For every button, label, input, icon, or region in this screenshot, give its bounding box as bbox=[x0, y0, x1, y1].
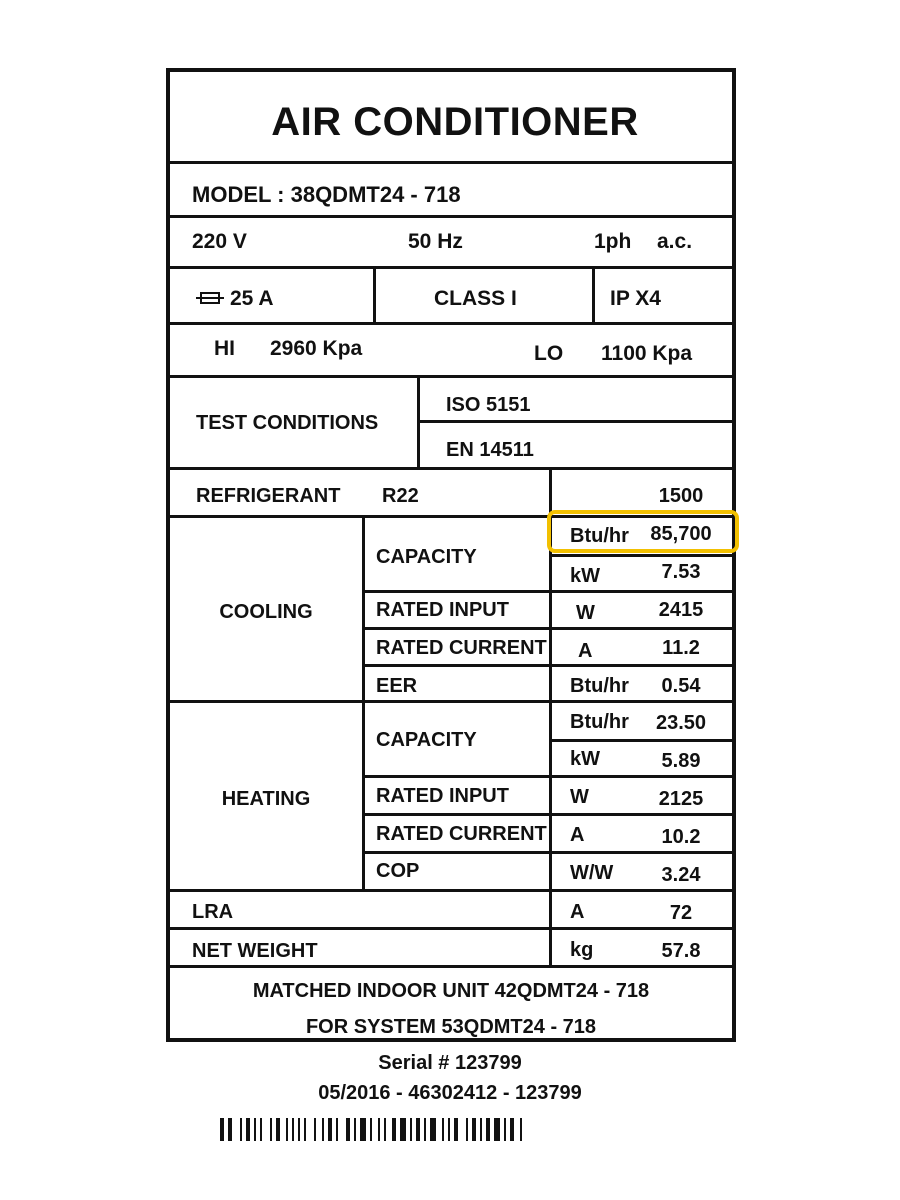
lra-unit: A bbox=[570, 901, 585, 923]
heating-capacity-unit-kw: kW bbox=[570, 748, 600, 770]
cooling-rated-current: 11.2 bbox=[662, 637, 700, 659]
heating-capacity-btu: 23.50 bbox=[655, 712, 707, 734]
barcode-bar bbox=[346, 1118, 350, 1141]
matched-indoor-unit: MATCHED INDOOR UNIT 42QDMT24 - 718 bbox=[252, 980, 650, 1002]
barcode-bar bbox=[378, 1118, 380, 1141]
barcode-bar bbox=[410, 1118, 412, 1141]
heating-rated-input: 2125 bbox=[658, 788, 704, 810]
barcode-bar bbox=[494, 1118, 500, 1141]
for-system: FOR SYSTEM 53QDMT24 - 718 bbox=[305, 1016, 597, 1038]
barcode-bar bbox=[246, 1118, 250, 1141]
lo-label: LO bbox=[534, 342, 564, 365]
barcode-bar bbox=[304, 1118, 306, 1141]
rating-label bbox=[166, 68, 736, 1042]
protection-class: CLASS I bbox=[434, 287, 517, 310]
hi-pressure: 2960 Kpa bbox=[270, 337, 363, 360]
net-weight-label: NET WEIGHT bbox=[192, 940, 318, 962]
lra-value: 72 bbox=[669, 902, 693, 924]
barcode-bar bbox=[260, 1118, 262, 1141]
barcode-bar bbox=[360, 1118, 366, 1141]
heating-rated-current-label: RATED CURRENT bbox=[376, 823, 547, 845]
barcode-bar bbox=[504, 1118, 506, 1141]
barcode-bar bbox=[454, 1118, 458, 1141]
barcode-bar bbox=[370, 1118, 372, 1141]
cooling-capacity-kw: 7.53 bbox=[661, 561, 701, 583]
cooling-eer-unit: Btu/hr bbox=[570, 675, 629, 697]
refrigerant-type: R22 bbox=[382, 485, 419, 507]
barcode-bar bbox=[298, 1118, 300, 1141]
heating-cop-label: COP bbox=[376, 860, 420, 882]
lra-label: LRA bbox=[192, 901, 234, 923]
barcode-bar bbox=[254, 1118, 256, 1141]
barcode-bar bbox=[430, 1118, 436, 1141]
cooling-rated-current-unit: A bbox=[578, 640, 593, 662]
heating-cop-unit: W/W bbox=[570, 862, 614, 884]
barcode-bar bbox=[400, 1118, 406, 1141]
barcode-bar bbox=[276, 1118, 280, 1141]
barcode-bar bbox=[448, 1118, 450, 1141]
refrigerant-charge: 1500 bbox=[658, 485, 704, 507]
net-weight-value: 57.8 bbox=[661, 940, 701, 962]
production-code: 05/2016 - 46302412 - 123799 bbox=[318, 1082, 582, 1104]
barcode-bar bbox=[328, 1118, 332, 1141]
cooling-eer-label: EER bbox=[376, 675, 418, 697]
heating-rated-input-unit: W bbox=[570, 786, 589, 808]
current-type: a.c. bbox=[657, 230, 693, 253]
refrigerant-label: REFRIGERANT bbox=[196, 485, 341, 507]
cooling-rated-current-label: RATED CURRENT bbox=[376, 637, 547, 659]
cooling-capacity-btu: 85,700 bbox=[650, 523, 712, 545]
net-weight-unit: kg bbox=[570, 939, 594, 961]
fuse-rating bbox=[196, 287, 274, 311]
barcode-bar bbox=[270, 1118, 272, 1141]
barcode-bar bbox=[322, 1118, 324, 1141]
barcode-bar bbox=[314, 1118, 316, 1141]
heating-label: HEATING bbox=[221, 788, 311, 810]
serial-number: Serial # 123799 bbox=[378, 1052, 522, 1074]
lo-pressure: 1100 Kpa bbox=[601, 342, 693, 365]
heating-cop: 3.24 bbox=[661, 864, 701, 886]
barcode-bar bbox=[442, 1118, 444, 1141]
cooling-capacity-unit-kw: kW bbox=[570, 565, 600, 587]
barcode-bar bbox=[480, 1118, 482, 1141]
barcode-bar bbox=[472, 1118, 476, 1141]
cooling-capacity-unit-btu: Btu/hr bbox=[570, 525, 629, 547]
fuse-value: 25 A bbox=[230, 287, 274, 310]
frequency: 50 Hz bbox=[408, 230, 463, 253]
barcode-bar bbox=[220, 1118, 224, 1141]
heating-rated-current-unit: A bbox=[570, 824, 585, 846]
cooling-rated-input: 2415 bbox=[658, 599, 704, 621]
heating-capacity-label: CAPACITY bbox=[376, 729, 477, 751]
cooling-rated-input-unit: W bbox=[576, 602, 595, 624]
barcode-image bbox=[220, 1118, 698, 1141]
heating-rated-current: 10.2 bbox=[661, 826, 701, 848]
barcode-bar bbox=[424, 1118, 426, 1141]
heating-rated-input-label: RATED INPUT bbox=[376, 785, 509, 807]
barcode-bar bbox=[240, 1118, 242, 1141]
cooling-label: COOLING bbox=[219, 601, 313, 623]
cooling-capacity-label: CAPACITY bbox=[376, 546, 477, 568]
label-title: AIR CONDITIONER bbox=[271, 100, 639, 144]
test-conditions-label: TEST CONDITIONS bbox=[196, 412, 379, 434]
barcode-bar bbox=[228, 1118, 232, 1141]
capacity-highlight-box bbox=[547, 510, 739, 553]
cooling-eer: 0.54 bbox=[661, 675, 701, 697]
barcode-bar bbox=[520, 1118, 522, 1141]
barcode-bar bbox=[510, 1118, 514, 1141]
test-standard-en: EN 14511 bbox=[446, 439, 534, 461]
barcode-bar bbox=[292, 1118, 294, 1141]
heating-capacity-kw: 5.89 bbox=[661, 750, 701, 772]
barcode-bar bbox=[392, 1118, 396, 1141]
phase: 1ph bbox=[594, 230, 632, 253]
barcode-bar bbox=[336, 1118, 338, 1141]
test-standard-iso: ISO 5151 bbox=[446, 394, 531, 416]
barcode-bar bbox=[416, 1118, 420, 1141]
model-number: MODEL : 38QDMT24 - 718 bbox=[192, 182, 461, 207]
barcode-bar bbox=[354, 1118, 356, 1141]
barcode-bar bbox=[286, 1118, 288, 1141]
barcode-bar bbox=[466, 1118, 468, 1141]
ip-rating: IP X4 bbox=[610, 287, 661, 310]
barcode-bar bbox=[384, 1118, 386, 1141]
cooling-rated-input-label: RATED INPUT bbox=[376, 599, 509, 621]
fuse-icon bbox=[196, 287, 224, 311]
barcode-bar bbox=[486, 1118, 490, 1141]
voltage: 220 V bbox=[192, 230, 247, 253]
hi-label: HI bbox=[214, 337, 235, 360]
heating-capacity-unit-btu: Btu/hr bbox=[570, 711, 629, 733]
